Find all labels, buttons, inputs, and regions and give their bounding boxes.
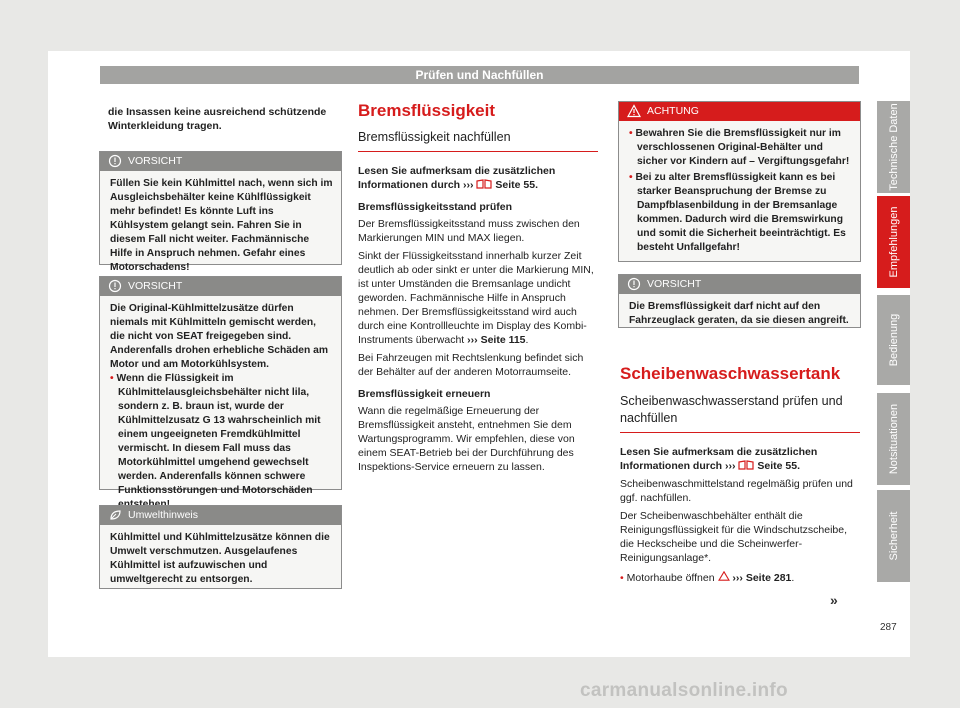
info-icon [108,279,122,293]
caution-title: VORSICHT [128,155,183,167]
subsection-title: Bremsflüssigkeit nachfüllen [358,130,511,144]
ref-arrows: ››› [732,572,743,584]
section-title: Scheibenwaschwassertank [620,364,841,383]
subheading-renew: Bremsflüssigkeit erneuern [358,388,491,400]
warning-box [618,101,861,262]
ref-arrows: ››› [725,460,736,472]
book-icon [738,460,754,470]
tab-label: Empfehlungen [887,206,900,278]
bullet-icon: • [620,572,624,584]
caution-text: Die Bremsflüssigkeit darf nicht auf den Fahrzeuglack geraten, da sie diesen angreift. [629,301,849,326]
washer-section: Scheibenwaschwassertank Scheibenwaschwasserstand prüfen und nachfüllen Lesen Sie aufmerksam die zusätzlichen Informationen durch ››› Seite 55. Scheibenwaschmittelstand regelmäßig prüfen und ggf. nachfüllen. Der Scheibenwaschbehälter enthält die Reinigungsflüssigkeit für die Windschutzscheibe, die Heckscheibe und die Scheinwerfer-Reinigungsanlage*. • Motorhaube öffnen ››› Seite 281. [620,364,860,585]
paragraph: Der Bremsflüssigkeitsstand muss zwischen den Markierungen MIN und MAX liegen. [358,218,580,244]
tab-label: Notsituationen [887,403,900,475]
reference-link[interactable]: Seite 115 [480,334,526,346]
paragraph: Der Scheibenwaschbehälter enthält die Reinigungsflüssigkeit für die Windschutzscheibe, die Heckscheibe und die Scheinwerfer-Reinigungsanlage*. [620,510,848,564]
environment-text: Kühlmittel und Kühlmittelzusätze können die Umwelt verschmutzen. Ausgelaufenes Kühlmittel ist aufzuwischen und umweltgerecht zu entsorgen. [110,532,330,585]
info-icon [108,154,122,168]
environment-box [99,505,342,589]
reference-link[interactable]: Seite 281 [745,572,792,584]
tab-label: Bedienung [887,313,900,367]
tab-notsituationen[interactable] [877,393,910,485]
caution-header [100,152,341,171]
lead-text: Lesen Sie aufmerksam die zusätzlichen Informationen durch [358,165,556,191]
caution-text: Die Original-Kühlmittelzusätze dürfen niemals mit Kühlmitteln gemischt werden, die nicht von SEAT freigegeben sind. Anderenfalls drohen erhebliche Schäden am Motor und am Motorkühlsystem. [110,303,329,370]
subheading-check: Bremsflüssigkeitsstand prüfen [358,201,513,213]
info-icon [627,277,641,291]
paragraph: Bei Fahrzeugen mit Rechtslenkung befindet sich der Behälter auf der anderen Motorraumseite. [358,352,584,378]
environment-title: Umwelthinweis [128,509,199,521]
warning-triangle-icon [627,104,641,118]
paragraph: Sinkt der Flüssigkeitsstand innerhalb kurzer Zeit deutlich ab oder sinkt er unter die Markierung MIN, ist unter Umständen die Bremsanlage undicht geworden. Fachmännische Hilfe in Anspruch nehmen. Der Bremsflüssigkeitsstand wird auch durch eine Kontrollleuchte im Display des Kombi-Instruments überwacht [358,250,594,346]
tab-bedienung[interactable] [877,295,910,385]
lead-reference[interactable]: Seite 55 [757,460,798,472]
brake-fluid-section: Bremsflüssigkeit Bremsflüssigkeit nachfüllen Lesen Sie aufmerksam die zusätzlichen Informationen durch ››› Seite 55. Bremsflüssigkeitsstand prüfen Der Bremsflüssigkeitsstand muss zwischen den Markierungen MIN und MAX liegen. Sinkt der Flüssigkeitsstand innerhalb kurzer Zeit deutlich ab oder sinkt er unter die Markierung MIN, ist unter Umständen die Bremsanlage undicht geworden. Fachmännische Hilfe in Anspruch nehmen. Der Bremsflüssigkeitsstand wird auch durch eine Kontrollleuchte im Display des Kombi-Instruments überwacht ››› Seite 115. Bei Fahrzeugen mit Rechtslenkung befindet sich der Behälter auf der anderen Motorraumseite. Bremsflüssigkeit erneuern Wann die regelmäßige Erneuerung der Bremsflüssigkeit ansteht, entnehmen Sie dem Wartungsprogramm. Wir empfehlen, diese von einem SEAT-Betrieb bei der Durchführung des Inspektions-Service erneuern zu lassen. [358,101,598,474]
page-header: Prüfen und Nachfüllen [100,66,859,84]
paragraph: Wann die regelmäßige Erneuerung der Bremsflüssigkeit ansteht, entnehmen Sie dem Wartungsprogramm. Wir empfehlen, diese von einem SEAT-Betrieb bei der Durchführung des Inspektions-Service erneuern zu lassen. [358,405,575,473]
tab-empfehlungen[interactable] [877,196,910,288]
warning-title: ACHTUNG [647,105,699,117]
warning-header [619,102,860,121]
tab-label: Sicherheit [887,511,900,561]
warning-bullet: Bewahren Sie die Bremsflüssigkeit nur im verschlossenen Original-Behälter und sicher vor Kindern auf – Vergiftungsgefahr! [635,128,850,167]
caution-title: VORSICHT [128,280,183,292]
ref-arrows: ››› [463,179,474,191]
lead-text: Lesen Sie aufmerksam die zusätzlichen Informationen durch [620,446,818,472]
caution-header [619,275,860,294]
bullet-text: Motorhaube öffnen [626,572,715,584]
watermark: carmanualsonline.info [580,680,788,701]
book-icon [476,179,492,189]
continue-mark: » [830,592,838,608]
environment-header [100,506,341,525]
page-number: 287 [880,622,897,633]
tab-label: Technische Daten [887,103,900,191]
bullet-icon: • [629,128,633,139]
caution-header [100,277,341,296]
paragraph: Scheibenwaschmittelstand regelmäßig prüfen und ggf. nachfüllen. [620,478,853,504]
caution-text: Füllen Sie kein Kühlmittel nach, wenn sich im Ausgleichsbehälter keine Kühlflüssigkeit mehr befindet! Es könnte Luft ins Kühlsystem gelangt sein. Fahren Sie in diesem Fall nicht weiter. Fachmännische Hilfe in Anspruch nehmen. Gefahr eines Motorschadens! [110,178,333,273]
ref-arrows: ››› [467,334,478,346]
warning-triangle-icon [718,571,730,581]
caution-box-2 [99,276,342,496]
lead-reference[interactable]: Seite 55 [495,179,536,191]
caution-box-3 [618,274,861,328]
tab-sicherheit[interactable] [877,490,910,582]
subsection-title: Scheibenwaschwasserstand prüfen und nachfüllen [620,394,843,425]
caution-box-1 [99,151,342,273]
leaf-icon [108,508,122,522]
bullet-icon: • [629,172,633,183]
warning-bullet: Bei zu alter Bremsflüssigkeit kann es bei starker Beanspruchung der Bremse zu Dampfblasenbildung in der Bremsanlage kommen. Dadurch wird die Bremswirkung und somit die Sicherheit beeinträchtigt. Es besteht Unfallgefahr! [635,172,846,253]
section-title: Bremsflüssigkeit [358,101,495,120]
caution-title: VORSICHT [647,278,702,290]
bullet-icon: • [110,373,114,384]
tab-technische-daten[interactable] [877,101,910,193]
caution-bullet: Wenn die Flüssigkeit im Kühlmittelausgleichsbehälter nicht lila, sondern z. B. braun ist, wurde der Kühlmittelzusatz G 13 wahrscheinlich mit einem ungeeigneten Fremdkühlmittel vermischt. In diesem Fall muss das Motorkühlmittel umgehend gewechselt werden. Anderenfalls können schwere Funktionsstörungen und Motorschäden [116,373,321,496]
intro-text: die Insassen keine ausreichend schützende Winterkleidung tragen. [108,106,327,132]
